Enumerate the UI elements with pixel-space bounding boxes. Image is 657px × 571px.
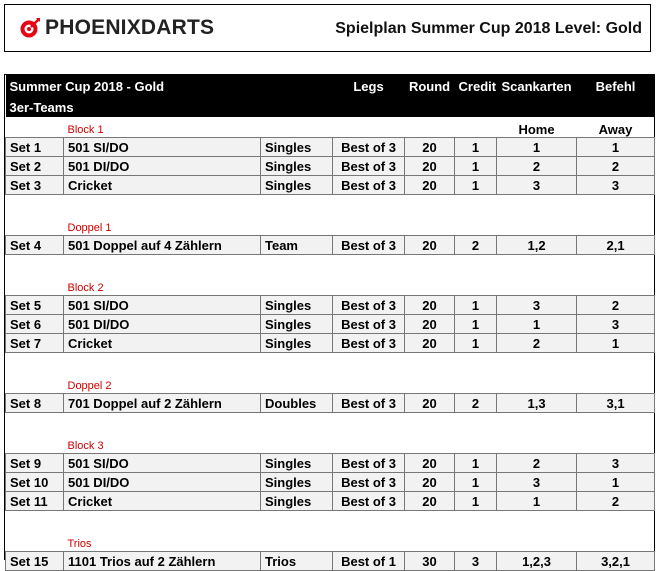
credit-value: 1	[455, 454, 497, 473]
game-type: Trios	[261, 552, 333, 571]
away-value: 2	[577, 492, 655, 511]
round-value: 30	[405, 552, 455, 571]
sheet-subtitle: 3er-Teams	[6, 97, 655, 117]
home-value: 1	[497, 138, 577, 157]
logo	[19, 16, 214, 40]
home-value: 1	[497, 315, 577, 334]
round-value: 20	[405, 454, 455, 473]
empty-cell	[6, 275, 64, 296]
game-name: Cricket	[64, 176, 261, 195]
legs-value: Best of 3	[333, 334, 405, 353]
empty-cell	[497, 373, 655, 394]
legs-value: Best of 1	[333, 552, 405, 571]
set-label: Set 3	[6, 176, 64, 195]
spacer-row	[6, 511, 655, 532]
empty-cell	[497, 433, 655, 454]
logo-text: PHOENIXDARTS	[45, 16, 215, 39]
game-type: Singles	[261, 492, 333, 511]
home-value: 3	[497, 176, 577, 195]
credit-value: 2	[455, 236, 497, 255]
legs-value: Best of 3	[333, 296, 405, 315]
away-value: 3	[577, 176, 655, 195]
away-value: 2,1	[577, 236, 655, 255]
credit-value: 1	[455, 315, 497, 334]
empty-cell	[6, 433, 64, 454]
spacer-cell	[6, 353, 655, 374]
set-label: Set 10	[6, 473, 64, 492]
credit-value: 1	[455, 492, 497, 511]
set-label: Set 4	[6, 236, 64, 255]
table-row	[6, 296, 655, 315]
group-label-row	[6, 117, 655, 138]
credit-value: 1	[455, 157, 497, 176]
round-value: 20	[405, 334, 455, 353]
empty-cell	[497, 531, 655, 552]
group-label-row	[6, 215, 655, 236]
table-row	[6, 236, 655, 255]
spacer-cell	[6, 255, 655, 276]
game-name: 501 SI/DO	[64, 296, 261, 315]
game-type: Singles	[261, 296, 333, 315]
home-value: 3	[497, 473, 577, 492]
empty-cell	[6, 373, 64, 394]
col-scankarten: Scankarten	[497, 75, 577, 97]
game-name: 501 Doppel auf 4 Zählern	[64, 236, 261, 255]
round-value: 20	[405, 176, 455, 195]
table-row	[6, 492, 655, 511]
away-value: 2	[577, 296, 655, 315]
round-value: 20	[405, 138, 455, 157]
away-value: 1	[577, 473, 655, 492]
set-label: Set 5	[6, 296, 64, 315]
legs-value: Best of 3	[333, 454, 405, 473]
empty-cell	[497, 275, 655, 296]
table-header-row	[6, 75, 655, 97]
col-home: Home	[518, 122, 555, 137]
game-type: Singles	[261, 157, 333, 176]
header-banner	[4, 4, 651, 52]
table-row	[6, 138, 655, 157]
legs-value: Best of 3	[333, 315, 405, 334]
round-value: 20	[405, 492, 455, 511]
group-label: Doppel 2	[67, 380, 112, 392]
group-label: Block 3	[67, 440, 104, 452]
away-value: 3	[577, 315, 655, 334]
table-row	[6, 473, 655, 492]
group-label-row	[6, 275, 655, 296]
game-type: Doubles	[261, 394, 333, 413]
game-name: 501 DI/DO	[64, 157, 261, 176]
table-row	[6, 334, 655, 353]
round-value: 20	[405, 315, 455, 334]
table-row	[6, 454, 655, 473]
home-value: 1	[497, 492, 577, 511]
away-value: 3,1	[577, 394, 655, 413]
schedule-table	[5, 75, 655, 571]
game-type: Singles	[261, 138, 333, 157]
home-value: 2	[497, 454, 577, 473]
empty-cell	[6, 117, 64, 138]
empty-cell	[6, 531, 64, 552]
game-name: 501 SI/DO	[64, 138, 261, 157]
spacer-row	[6, 353, 655, 374]
set-label: Set 6	[6, 315, 64, 334]
away-value: 1	[577, 334, 655, 353]
legs-value: Best of 3	[333, 492, 405, 511]
set-label: Set 15	[6, 552, 64, 571]
spacer-row	[6, 195, 655, 216]
legs-value: Best of 3	[333, 394, 405, 413]
group-label: Block 2	[67, 282, 104, 294]
credit-value: 1	[455, 176, 497, 195]
table-row	[6, 315, 655, 334]
spacer-cell	[6, 195, 655, 216]
set-label: Set 7	[6, 334, 64, 353]
legs-value: Best of 3	[333, 473, 405, 492]
col-legs: Legs	[333, 75, 405, 97]
game-name: 1101 Trios auf 2 Zählern	[64, 552, 261, 571]
game-type: Singles	[261, 454, 333, 473]
game-name: 501 DI/DO	[64, 473, 261, 492]
home-value: 1,2	[497, 236, 577, 255]
spacer-cell	[6, 413, 655, 434]
group-label-row	[6, 373, 655, 394]
table-subheader-row	[6, 97, 655, 117]
group-label-row	[6, 531, 655, 552]
sheet-title: Summer Cup 2018 - Gold	[6, 75, 333, 97]
round-value: 20	[405, 394, 455, 413]
schedule-sheet	[4, 74, 655, 569]
legs-value: Best of 3	[333, 236, 405, 255]
credit-value: 2	[455, 394, 497, 413]
table-row	[6, 157, 655, 176]
table-row	[6, 176, 655, 195]
col-credit: Credit	[455, 75, 497, 97]
game-name: Cricket	[64, 492, 261, 511]
spacer-row	[6, 413, 655, 434]
spacer-cell	[6, 511, 655, 532]
credit-value: 1	[455, 296, 497, 315]
legs-value: Best of 3	[333, 138, 405, 157]
page-title: Spielplan Summer Cup 2018 Level: Gold	[335, 20, 642, 37]
game-name: 501 DI/DO	[64, 315, 261, 334]
game-type: Team	[261, 236, 333, 255]
credit-value: 1	[455, 473, 497, 492]
home-value: 3	[497, 296, 577, 315]
col-befehl: Befehl	[577, 75, 655, 97]
credit-value: 1	[455, 138, 497, 157]
round-value: 20	[405, 296, 455, 315]
set-label: Set 2	[6, 157, 64, 176]
empty-cell	[6, 215, 64, 236]
game-type: Singles	[261, 334, 333, 353]
col-round: Round	[405, 75, 455, 97]
game-type: Singles	[261, 315, 333, 334]
credit-value: 1	[455, 334, 497, 353]
legs-value: Best of 3	[333, 157, 405, 176]
set-label: Set 1	[6, 138, 64, 157]
group-label: Trios	[67, 538, 92, 550]
set-label: Set 8	[6, 394, 64, 413]
away-value: 3	[577, 454, 655, 473]
game-type: Singles	[261, 473, 333, 492]
game-type: Singles	[261, 176, 333, 195]
col-away: Away	[598, 122, 633, 137]
home-value: 1,3	[497, 394, 577, 413]
group-label: Doppel 1	[67, 222, 112, 234]
home-value: 1,2,3	[497, 552, 577, 571]
credit-value: 3	[455, 552, 497, 571]
game-name: Cricket	[64, 334, 261, 353]
group-label: Block 1	[67, 124, 104, 136]
round-value: 20	[405, 157, 455, 176]
game-name: 501 SI/DO	[64, 454, 261, 473]
legs-value: Best of 3	[333, 176, 405, 195]
empty-cell	[497, 215, 655, 236]
table-row	[6, 394, 655, 413]
dart-target-icon	[19, 17, 41, 39]
away-value: 2	[577, 157, 655, 176]
spacer-row	[6, 255, 655, 276]
away-value: 3,2,1	[577, 552, 655, 571]
home-value: 2	[497, 157, 577, 176]
round-value: 20	[405, 236, 455, 255]
game-name: 701 Doppel auf 2 Zählern	[64, 394, 261, 413]
round-value: 20	[405, 473, 455, 492]
set-label: Set 11	[6, 492, 64, 511]
table-row	[6, 552, 655, 571]
set-label: Set 9	[6, 454, 64, 473]
group-label-row	[6, 433, 655, 454]
home-value: 2	[497, 334, 577, 353]
away-value: 1	[577, 138, 655, 157]
